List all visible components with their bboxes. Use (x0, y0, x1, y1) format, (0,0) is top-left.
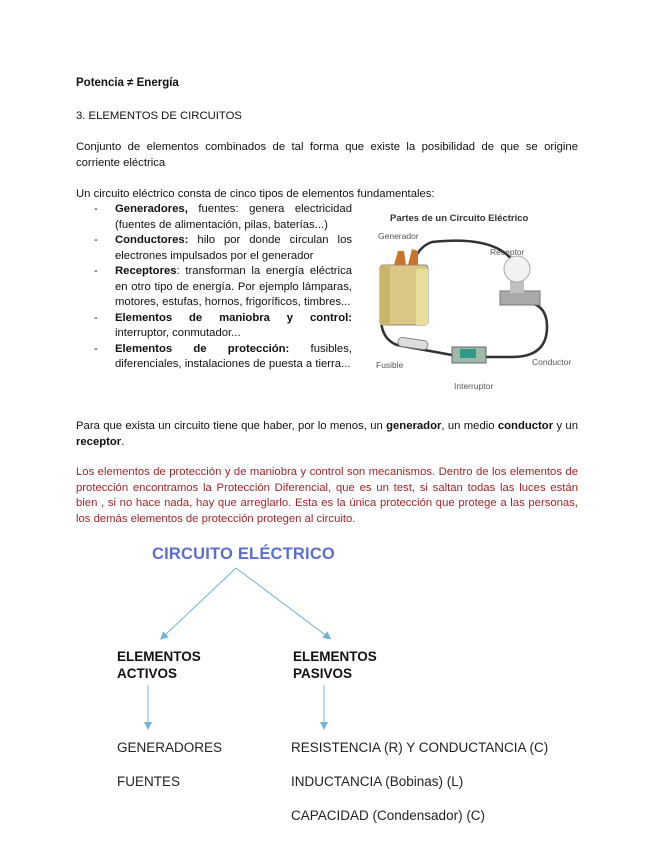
list-item-text: hilo por donde circulan los electrones impulsados por el generador (115, 234, 352, 262)
label-conductor: Conductor (532, 357, 572, 367)
diagram-title: CIRCUITO ELÉCTRICO (152, 545, 335, 563)
list-item-term: Generadores, (115, 203, 188, 215)
intro-paragraph: Conjunto de elementos combinados de tal forma que existe la posibilidad de que se origine corriente eléctrica (76, 141, 578, 169)
minimum-circuit-paragraph: Para que exista un circuito tiene que haber, por lo menos, un generador, un medio conductor y un receptor. (76, 420, 579, 448)
lead-paragraph: Un circuito eléctrico consta de cinco tipos de elementos fundamentales: (76, 188, 435, 200)
list-item: - Elementos de maniobra y control: interruptor, conmutador... (94, 311, 352, 339)
list-item-text: fusibles, diferenciales, instalaciones de puesta a tierra... (115, 342, 352, 370)
list-item-text: fuentes: genera electricidad (fuentes de alimentación, pilas, baterías...) (115, 203, 352, 231)
circuit-figure (372, 207, 587, 397)
arrow-to-passive (236, 568, 328, 637)
list-item: - Receptores: transforman la energía eléctrica en otro tipo de energía. Por ejemplo lámparas, motores, estufas, hornos, frigoríficos, timbres... (94, 265, 352, 308)
label-generator: Generador (378, 231, 419, 241)
label-fuse: Fusible (376, 360, 404, 370)
active-item: GENERADORES (117, 740, 223, 755)
section-heading: 3. ELEMENTOS DE CIRCUITOS (76, 110, 242, 122)
passive-item: INDUCTANCIA (Bobinas) (L) (291, 774, 464, 789)
list-item-term: Conductores: (115, 234, 189, 246)
fuse-icon (397, 337, 428, 350)
category-active: ELEMENTOS ACTIVOS (117, 649, 201, 681)
category-passive: ELEMENTOS PASIVOS (293, 649, 377, 681)
switch-icon (452, 347, 486, 363)
bulb-icon (500, 256, 540, 305)
page-title: Potencia ≠ Energía (76, 77, 179, 89)
list-item-text: : transforman la energía eléctrica en otro tipo de energía. Por ejemplo lámparas, motores, estufas, hornos, frigoríficos, timbres... (115, 265, 352, 308)
list-item-text: interruptor, conmutador... (115, 327, 241, 339)
arrow-to-active (163, 568, 236, 637)
passive-item: CAPACIDAD (Condensador) (C) (291, 808, 486, 823)
list-item-term: Receptores (115, 265, 177, 277)
list-item: - Generadores, fuentes: genera electricidad (fuentes de alimentación, pilas, baterías...) (94, 203, 352, 231)
elements-list (94, 202, 352, 373)
figure-title: Partes de un Circuito Eléctrico (390, 213, 529, 224)
list-item-term: Elementos de protección: (115, 342, 290, 355)
battery-icon (380, 249, 428, 325)
active-item: FUENTES (117, 774, 181, 789)
label-switch: Interruptor (454, 381, 494, 391)
list-item-term: Elementos de maniobra y control: (115, 311, 352, 324)
list-item: - Elementos de protección: fusibles, diferenciales, instalaciones de puesta a tierra... (94, 342, 352, 370)
list-item: - Conductores: hilo por donde circulan los electrones impulsados por el generador (94, 234, 352, 262)
wire-right (482, 302, 547, 357)
label-receiver: Receptor (490, 247, 525, 257)
protection-note: Los elementos de protección y de maniobra y control son mecanismos. Dentro de los elementos de protección encontramos la Protección Diferencial, que es un test, si saltan todas las luces están bien , si no hace nada, hay que arreglarlo. Esta es la única protección que protege a las personas, los demás elementos de protección protegen al circuito. (76, 466, 578, 525)
passive-item: RESISTENCIA (R) Y CONDUCTANCIA (C) (291, 740, 549, 755)
diagram-arrows (0, 540, 655, 740)
